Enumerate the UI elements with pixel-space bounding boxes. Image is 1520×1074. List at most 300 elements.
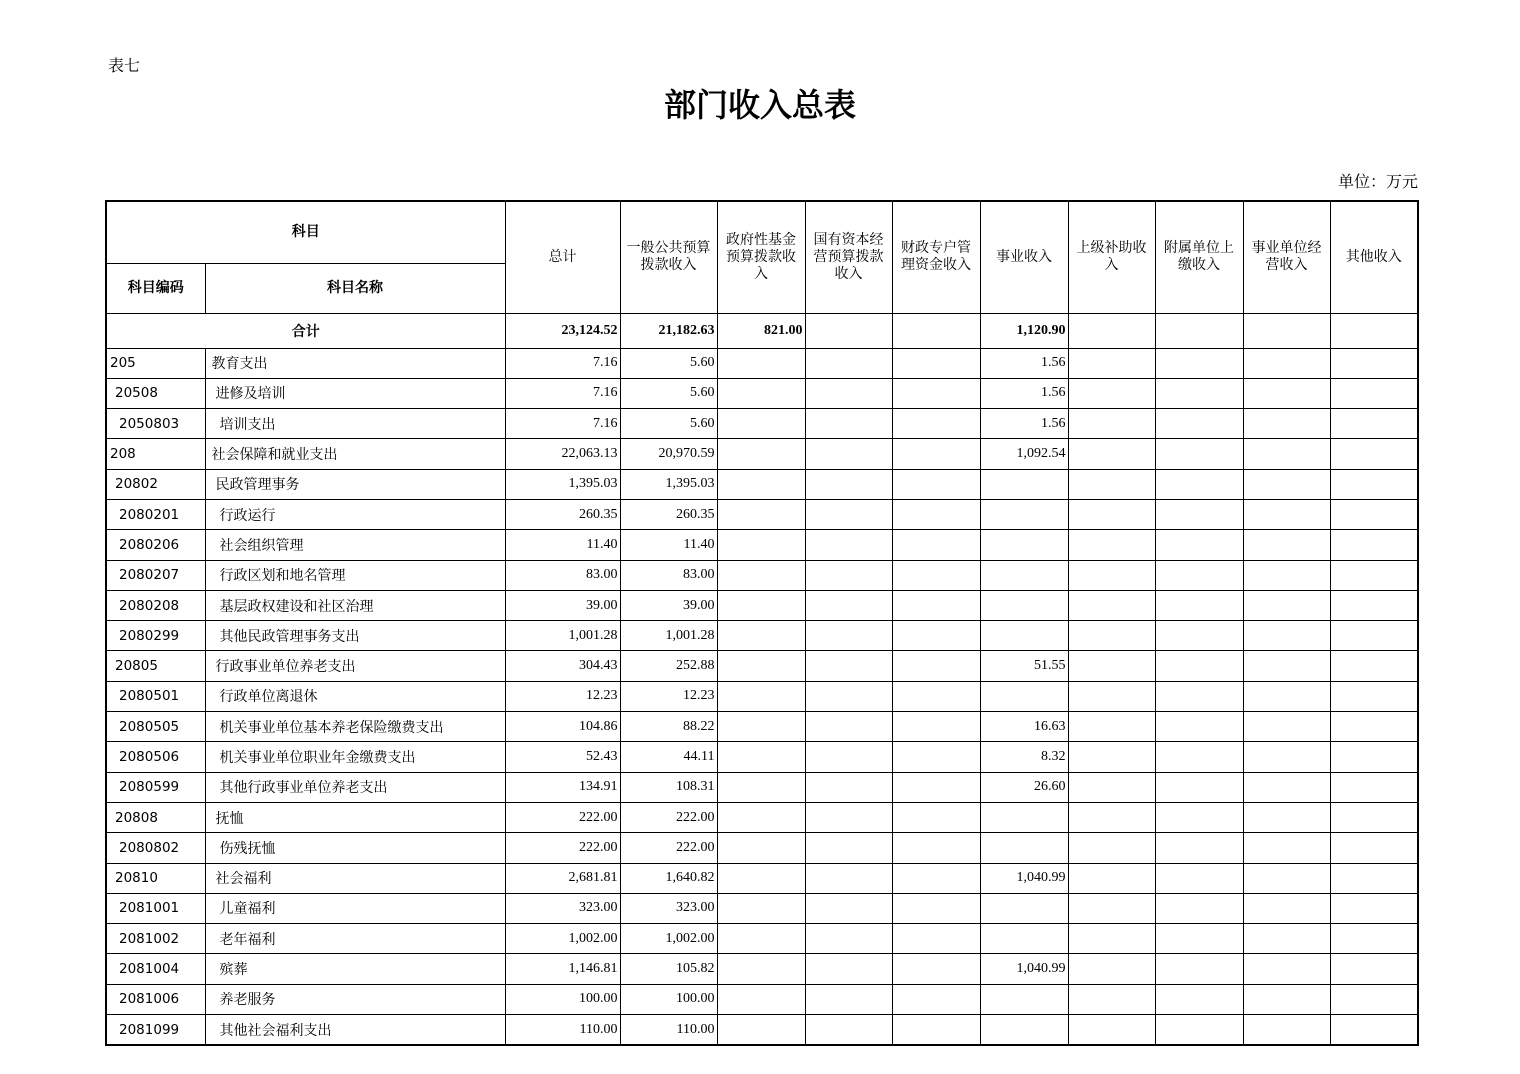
- row-gov-fund: [717, 560, 805, 590]
- row-gov-fund: [717, 621, 805, 651]
- row-operating-income: [1243, 1015, 1330, 1046]
- row-state-capital: [805, 469, 892, 499]
- row-gov-fund: [717, 802, 805, 832]
- table-row: [106, 863, 1418, 893]
- row-total: 1,002.00: [505, 924, 620, 954]
- row-general-budget: 1,395.03: [620, 469, 717, 499]
- row-name: 培训支出: [205, 409, 505, 439]
- row-general-budget: 105.82: [620, 954, 717, 984]
- row-general-budget: 1,640.82: [620, 863, 717, 893]
- row-affiliated-turnover: [1155, 378, 1243, 408]
- row-gov-fund: [717, 954, 805, 984]
- row-code: 20805: [106, 651, 205, 681]
- row-code: 2080208: [106, 590, 205, 620]
- row-affiliated-turnover: [1155, 742, 1243, 772]
- row-superior-subsidy: [1068, 560, 1155, 590]
- row-business-income: [980, 802, 1068, 832]
- total-label: 合计: [106, 313, 505, 348]
- row-total: 323.00: [505, 893, 620, 923]
- row-state-capital: [805, 560, 892, 590]
- row-other-income: [1330, 378, 1418, 408]
- row-business-income: 1.56: [980, 409, 1068, 439]
- row-code: 2080599: [106, 772, 205, 802]
- row-code: 2080299: [106, 621, 205, 651]
- row-affiliated-turnover: [1155, 712, 1243, 742]
- unit-label: 单位：万元: [1337, 172, 1418, 191]
- row-gov-fund: [717, 984, 805, 1014]
- row-gov-fund: [717, 712, 805, 742]
- row-superior-subsidy: [1068, 984, 1155, 1014]
- row-gov-fund: [717, 409, 805, 439]
- table-row: [106, 893, 1418, 923]
- header-fiscal-special: 财政专户管理资金收入: [892, 201, 980, 313]
- row-fiscal-special: [892, 924, 980, 954]
- table-row: [106, 439, 1418, 469]
- row-fiscal-special: [892, 863, 980, 893]
- row-other-income: [1330, 499, 1418, 529]
- row-business-income: [980, 984, 1068, 1014]
- row-business-income: [980, 681, 1068, 711]
- header-affiliated-turnover: 附属单位上缴收入: [1155, 201, 1243, 313]
- row-name: 抚恤: [205, 802, 505, 832]
- row-gov-fund: [717, 651, 805, 681]
- row-gov-fund: [717, 499, 805, 529]
- row-name: 行政事业单位养老支出: [205, 651, 505, 681]
- row-other-income: [1330, 530, 1418, 560]
- row-other-income: [1330, 712, 1418, 742]
- row-affiliated-turnover: [1155, 833, 1243, 863]
- table-row: [106, 802, 1418, 832]
- row-business-income: [980, 924, 1068, 954]
- row-state-capital: [805, 499, 892, 529]
- row-affiliated-turnover: [1155, 469, 1243, 499]
- row-fiscal-special: [892, 681, 980, 711]
- row-other-income: [1330, 893, 1418, 923]
- row-total: 104.86: [505, 712, 620, 742]
- row-operating-income: [1243, 863, 1330, 893]
- row-affiliated-turnover: [1155, 499, 1243, 529]
- row-other-income: [1330, 651, 1418, 681]
- row-fiscal-special: [892, 469, 980, 499]
- row-gov-fund: [717, 348, 805, 378]
- header-operating-income: 事业单位经营收入: [1243, 201, 1330, 313]
- row-state-capital: [805, 833, 892, 863]
- row-superior-subsidy: [1068, 348, 1155, 378]
- table-row: [106, 621, 1418, 651]
- row-gov-fund: [717, 833, 805, 863]
- row-total: 7.16: [505, 378, 620, 408]
- row-code: 2081002: [106, 924, 205, 954]
- row-total: 39.00: [505, 590, 620, 620]
- row-business-income: 1.56: [980, 378, 1068, 408]
- row-general-budget: 12.23: [620, 681, 717, 711]
- row-superior-subsidy: [1068, 681, 1155, 711]
- row-other-income: [1330, 1015, 1418, 1046]
- row-general-budget: 39.00: [620, 590, 717, 620]
- table-row: [106, 590, 1418, 620]
- row-code: 2081006: [106, 984, 205, 1014]
- row-state-capital: [805, 984, 892, 1014]
- row-business-income: 26.60: [980, 772, 1068, 802]
- table-row: [106, 772, 1418, 802]
- header-subject: 科目: [106, 201, 505, 263]
- row-name: 其他民政管理事务支出: [205, 621, 505, 651]
- row-superior-subsidy: [1068, 742, 1155, 772]
- row-code: 2080506: [106, 742, 205, 772]
- total-cell-state-capital: [805, 313, 892, 348]
- row-affiliated-turnover: [1155, 893, 1243, 923]
- row-operating-income: [1243, 712, 1330, 742]
- row-gov-fund: [717, 863, 805, 893]
- row-general-budget: 5.60: [620, 348, 717, 378]
- row-total: 100.00: [505, 984, 620, 1014]
- row-operating-income: [1243, 954, 1330, 984]
- row-name: 殡葬: [205, 954, 505, 984]
- row-operating-income: [1243, 833, 1330, 863]
- row-fiscal-special: [892, 712, 980, 742]
- header-gov-fund: 政府性基金预算拨款收入: [717, 201, 805, 313]
- row-state-capital: [805, 378, 892, 408]
- row-operating-income: [1243, 409, 1330, 439]
- row-other-income: [1330, 560, 1418, 590]
- row-general-budget: 1,001.28: [620, 621, 717, 651]
- row-code: 2080501: [106, 681, 205, 711]
- row-superior-subsidy: [1068, 378, 1155, 408]
- table-label: 表七: [108, 56, 141, 75]
- header-subject-code: 科目编码: [106, 263, 205, 313]
- row-state-capital: [805, 439, 892, 469]
- table-row: [106, 378, 1418, 408]
- row-fiscal-special: [892, 621, 980, 651]
- row-superior-subsidy: [1068, 469, 1155, 499]
- row-superior-subsidy: [1068, 590, 1155, 620]
- row-superior-subsidy: [1068, 954, 1155, 984]
- row-state-capital: [805, 409, 892, 439]
- row-operating-income: [1243, 772, 1330, 802]
- row-total: 12.23: [505, 681, 620, 711]
- row-total: 110.00: [505, 1015, 620, 1046]
- row-superior-subsidy: [1068, 833, 1155, 863]
- row-code: 208: [106, 439, 205, 469]
- row-name: 行政单位离退休: [205, 681, 505, 711]
- row-superior-subsidy: [1068, 651, 1155, 681]
- row-fiscal-special: [892, 954, 980, 984]
- row-other-income: [1330, 984, 1418, 1014]
- row-name: 进修及培训: [205, 378, 505, 408]
- row-fiscal-special: [892, 651, 980, 681]
- row-superior-subsidy: [1068, 409, 1155, 439]
- row-state-capital: [805, 954, 892, 984]
- row-gov-fund: [717, 772, 805, 802]
- row-total: 1,001.28: [505, 621, 620, 651]
- header-subject-name: 科目名称: [205, 263, 505, 313]
- row-affiliated-turnover: [1155, 560, 1243, 590]
- row-business-income: 16.63: [980, 712, 1068, 742]
- table-row: [106, 499, 1418, 529]
- row-state-capital: [805, 742, 892, 772]
- row-affiliated-turnover: [1155, 621, 1243, 651]
- row-affiliated-turnover: [1155, 409, 1243, 439]
- row-operating-income: [1243, 499, 1330, 529]
- header-general-budget: 一般公共预算拨款收入: [620, 201, 717, 313]
- row-general-budget: 100.00: [620, 984, 717, 1014]
- row-other-income: [1330, 681, 1418, 711]
- row-general-budget: 260.35: [620, 499, 717, 529]
- row-operating-income: [1243, 651, 1330, 681]
- total-cell-superior-subsidy: [1068, 313, 1155, 348]
- row-state-capital: [805, 924, 892, 954]
- row-state-capital: [805, 530, 892, 560]
- row-superior-subsidy: [1068, 499, 1155, 529]
- row-gov-fund: [717, 590, 805, 620]
- row-total: 83.00: [505, 560, 620, 590]
- total-cell-affiliated-turnover: [1155, 313, 1243, 348]
- table-row: [106, 712, 1418, 742]
- row-total: 304.43: [505, 651, 620, 681]
- row-general-budget: 1,002.00: [620, 924, 717, 954]
- row-state-capital: [805, 893, 892, 923]
- row-code: 2080201: [106, 499, 205, 529]
- row-other-income: [1330, 954, 1418, 984]
- row-other-income: [1330, 348, 1418, 378]
- table-row: [106, 681, 1418, 711]
- row-total: 7.16: [505, 348, 620, 378]
- row-total: 1,146.81: [505, 954, 620, 984]
- row-name: 其他社会福利支出: [205, 1015, 505, 1046]
- row-gov-fund: [717, 681, 805, 711]
- row-fiscal-special: [892, 499, 980, 529]
- row-name: 社会保障和就业支出: [205, 439, 505, 469]
- row-superior-subsidy: [1068, 1015, 1155, 1046]
- row-gov-fund: [717, 1015, 805, 1046]
- row-affiliated-turnover: [1155, 954, 1243, 984]
- row-code: 20802: [106, 469, 205, 499]
- row-business-income: [980, 499, 1068, 529]
- row-code: 2080207: [106, 560, 205, 590]
- header-other-income: 其他收入: [1330, 201, 1418, 313]
- row-general-budget: 5.60: [620, 378, 717, 408]
- row-affiliated-turnover: [1155, 863, 1243, 893]
- row-total: 22,063.13: [505, 439, 620, 469]
- total-cell-other-income: [1330, 313, 1418, 348]
- row-name: 养老服务: [205, 984, 505, 1014]
- row-superior-subsidy: [1068, 530, 1155, 560]
- total-cell-operating-income: [1243, 313, 1330, 348]
- row-fiscal-special: [892, 772, 980, 802]
- row-superior-subsidy: [1068, 924, 1155, 954]
- row-total: 1,395.03: [505, 469, 620, 499]
- row-gov-fund: [717, 469, 805, 499]
- row-superior-subsidy: [1068, 712, 1155, 742]
- row-state-capital: [805, 651, 892, 681]
- row-general-budget: 252.88: [620, 651, 717, 681]
- row-code: 2080206: [106, 530, 205, 560]
- total-cell-business-income: 1,120.90: [980, 313, 1068, 348]
- row-name: 社会组织管理: [205, 530, 505, 560]
- row-business-income: [980, 833, 1068, 863]
- row-operating-income: [1243, 348, 1330, 378]
- row-superior-subsidy: [1068, 802, 1155, 832]
- row-affiliated-turnover: [1155, 1015, 1243, 1046]
- row-name: 儿童福利: [205, 893, 505, 923]
- table-row: [106, 742, 1418, 772]
- row-operating-income: [1243, 893, 1330, 923]
- row-code: 20508: [106, 378, 205, 408]
- row-name: 机关事业单位职业年金缴费支出: [205, 742, 505, 772]
- row-fiscal-special: [892, 590, 980, 620]
- row-code: 2081001: [106, 893, 205, 923]
- row-gov-fund: [717, 742, 805, 772]
- row-name: 基层政权建设和社区治理: [205, 590, 505, 620]
- row-operating-income: [1243, 469, 1330, 499]
- row-affiliated-turnover: [1155, 590, 1243, 620]
- row-code: 2050803: [106, 409, 205, 439]
- row-gov-fund: [717, 378, 805, 408]
- row-fiscal-special: [892, 409, 980, 439]
- table-row: [106, 530, 1418, 560]
- table-row: [106, 954, 1418, 984]
- table-row: [106, 651, 1418, 681]
- row-general-budget: 222.00: [620, 802, 717, 832]
- row-general-budget: 11.40: [620, 530, 717, 560]
- row-fiscal-special: [892, 560, 980, 590]
- row-affiliated-turnover: [1155, 772, 1243, 802]
- row-other-income: [1330, 439, 1418, 469]
- row-operating-income: [1243, 530, 1330, 560]
- row-affiliated-turnover: [1155, 530, 1243, 560]
- header-state-capital: 国有资本经营预算拨款收入: [805, 201, 892, 313]
- row-name: 民政管理事务: [205, 469, 505, 499]
- row-fiscal-special: [892, 984, 980, 1014]
- total-cell-total: 23,124.52: [505, 313, 620, 348]
- row-general-budget: 222.00: [620, 833, 717, 863]
- row-operating-income: [1243, 560, 1330, 590]
- row-superior-subsidy: [1068, 893, 1155, 923]
- row-total: 52.43: [505, 742, 620, 772]
- row-code: 2080505: [106, 712, 205, 742]
- total-cell-gov-fund: 821.00: [717, 313, 805, 348]
- table-row: [106, 348, 1418, 378]
- row-general-budget: 323.00: [620, 893, 717, 923]
- row-state-capital: [805, 621, 892, 651]
- row-operating-income: [1243, 742, 1330, 772]
- row-fiscal-special: [892, 348, 980, 378]
- table-row: [106, 1015, 1418, 1046]
- row-general-budget: 5.60: [620, 409, 717, 439]
- row-fiscal-special: [892, 893, 980, 923]
- row-fiscal-special: [892, 1015, 980, 1046]
- table-row: [106, 560, 1418, 590]
- row-code: 20808: [106, 802, 205, 832]
- row-other-income: [1330, 409, 1418, 439]
- row-gov-fund: [717, 530, 805, 560]
- row-state-capital: [805, 590, 892, 620]
- row-other-income: [1330, 621, 1418, 651]
- row-business-income: 1,092.54: [980, 439, 1068, 469]
- row-other-income: [1330, 590, 1418, 620]
- row-business-income: 51.55: [980, 651, 1068, 681]
- row-business-income: [980, 590, 1068, 620]
- row-general-budget: 83.00: [620, 560, 717, 590]
- row-superior-subsidy: [1068, 621, 1155, 651]
- row-state-capital: [805, 348, 892, 378]
- row-other-income: [1330, 742, 1418, 772]
- row-fiscal-special: [892, 530, 980, 560]
- row-general-budget: 44.11: [620, 742, 717, 772]
- row-name: 教育支出: [205, 348, 505, 378]
- row-operating-income: [1243, 378, 1330, 408]
- row-business-income: 1,040.99: [980, 863, 1068, 893]
- row-name: 伤残抚恤: [205, 833, 505, 863]
- row-operating-income: [1243, 924, 1330, 954]
- row-business-income: [980, 469, 1068, 499]
- row-operating-income: [1243, 681, 1330, 711]
- row-total: 11.40: [505, 530, 620, 560]
- row-state-capital: [805, 802, 892, 832]
- row-business-income: [980, 893, 1068, 923]
- row-name: 行政区划和地名管理: [205, 560, 505, 590]
- row-total: 7.16: [505, 409, 620, 439]
- row-other-income: [1330, 802, 1418, 832]
- row-other-income: [1330, 924, 1418, 954]
- row-affiliated-turnover: [1155, 802, 1243, 832]
- row-name: 机关事业单位基本养老保险缴费支出: [205, 712, 505, 742]
- row-fiscal-special: [892, 439, 980, 469]
- row-other-income: [1330, 863, 1418, 893]
- row-total: 222.00: [505, 802, 620, 832]
- table-row: [106, 409, 1418, 439]
- row-business-income: [980, 530, 1068, 560]
- row-gov-fund: [717, 893, 805, 923]
- row-fiscal-special: [892, 378, 980, 408]
- row-general-budget: 88.22: [620, 712, 717, 742]
- row-affiliated-turnover: [1155, 984, 1243, 1014]
- row-operating-income: [1243, 802, 1330, 832]
- row-gov-fund: [717, 924, 805, 954]
- row-name: 社会福利: [205, 863, 505, 893]
- row-affiliated-turnover: [1155, 439, 1243, 469]
- header-superior-subsidy: 上级补助收入: [1068, 201, 1155, 313]
- header-total: 总计: [505, 201, 620, 313]
- row-gov-fund: [717, 439, 805, 469]
- row-affiliated-turnover: [1155, 924, 1243, 954]
- row-other-income: [1330, 833, 1418, 863]
- row-other-income: [1330, 772, 1418, 802]
- row-operating-income: [1243, 984, 1330, 1014]
- row-other-income: [1330, 469, 1418, 499]
- row-state-capital: [805, 863, 892, 893]
- header-business-income: 事业收入: [980, 201, 1068, 313]
- row-state-capital: [805, 1015, 892, 1046]
- row-code: 2081004: [106, 954, 205, 984]
- total-row: [106, 313, 1418, 348]
- row-fiscal-special: [892, 742, 980, 772]
- row-general-budget: 108.31: [620, 772, 717, 802]
- row-operating-income: [1243, 590, 1330, 620]
- row-name: 其他行政事业单位养老支出: [205, 772, 505, 802]
- row-affiliated-turnover: [1155, 348, 1243, 378]
- row-state-capital: [805, 772, 892, 802]
- row-state-capital: [805, 681, 892, 711]
- table-row: [106, 924, 1418, 954]
- row-operating-income: [1243, 439, 1330, 469]
- row-superior-subsidy: [1068, 863, 1155, 893]
- row-code: 2081099: [106, 1015, 205, 1046]
- row-operating-income: [1243, 621, 1330, 651]
- table-row: [106, 984, 1418, 1014]
- table-row: [106, 469, 1418, 499]
- page-title: 部门收入总表: [663, 86, 856, 124]
